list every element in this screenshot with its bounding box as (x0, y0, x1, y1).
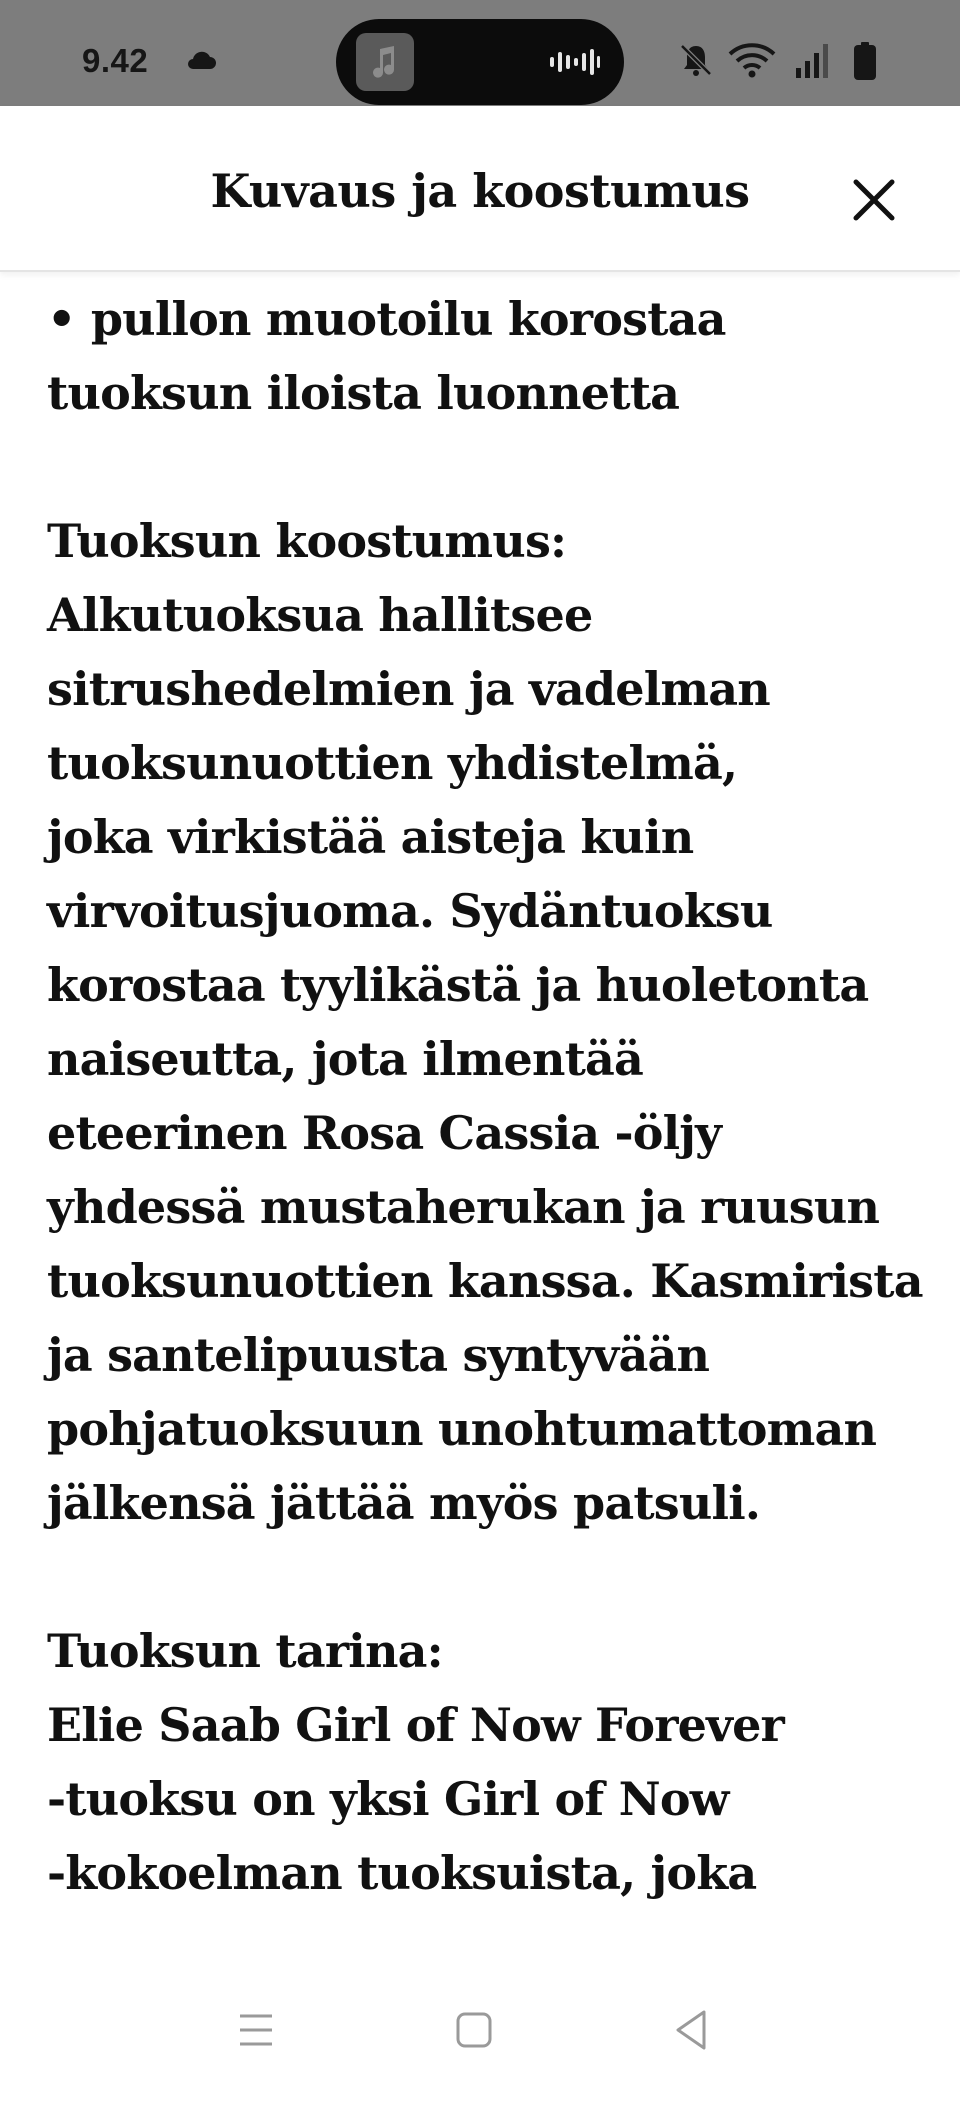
cloud-icon (186, 50, 216, 70)
text-line: joka virkistää aisteja kuin (47, 810, 694, 864)
text-line: ja santelipuusta syntyvään (47, 1328, 710, 1382)
wifi-icon (728, 42, 776, 78)
text-line: korostaa tyylikästä ja huoletonta (47, 958, 869, 1012)
battery-icon (854, 42, 876, 80)
sheet-header (0, 106, 960, 272)
text-line: virvoitusjuoma. Sydäntuoksu (47, 884, 773, 938)
signal-icon (796, 44, 830, 78)
close-icon (846, 172, 902, 228)
text-line: eteerinen Rosa Cassia -öljy (47, 1106, 722, 1160)
text-line: -tuoksu on yksi Girl of Now (47, 1772, 729, 1826)
home-button[interactable] (446, 2002, 502, 2058)
close-button[interactable] (846, 172, 902, 228)
home-square-icon (446, 2002, 502, 2058)
text-line: -kokoelman tuoksuista, joka (47, 1846, 757, 1900)
text-line: Tuoksun koostumus: (47, 514, 567, 568)
back-button[interactable] (664, 2002, 720, 2058)
menu-icon (228, 2002, 284, 2058)
sheet-title: Kuvaus ja koostumus (210, 164, 750, 218)
dynamic-island[interactable] (336, 19, 624, 105)
text-line: sitrushedelmien ja vadelman (47, 662, 770, 716)
scrollable-content[interactable] (0, 274, 960, 1942)
text-line: tuoksunuottien kanssa. Kasmirista (47, 1254, 923, 1308)
paragraph-gap (47, 430, 927, 504)
audio-wave-icon (550, 49, 600, 75)
back-triangle-icon (664, 2002, 720, 2058)
navigation-bar (0, 1980, 960, 2113)
music-note-icon (356, 33, 414, 91)
paragraph-gap (47, 1540, 927, 1614)
text-line: pohjatuoksuun unohtumattoman (47, 1402, 877, 1456)
text-line: tuoksunuottien yhdistelmä, (47, 736, 738, 790)
text-line: Alkutuoksua hallitsee (47, 588, 593, 642)
text-line: Elie Saab Girl of Now Forever (47, 1698, 784, 1752)
status-time: 9.42 (82, 42, 149, 79)
text-line: naiseutta, jota ilmentää (47, 1032, 644, 1086)
text-line: tuoksun iloista luonnetta (47, 366, 680, 420)
text-line: jälkensä jättää myös patsuli. (47, 1476, 761, 1530)
bell-muted-icon (678, 42, 714, 78)
text-line: Tuoksun tarina: (47, 1624, 443, 1678)
text-line: • pullon muotoilu korostaa (47, 292, 726, 346)
text-line: yhdessä mustaherukan ja ruusun (47, 1180, 880, 1234)
recent-apps-button[interactable] (228, 2002, 284, 2058)
description-sheet (0, 106, 960, 2113)
description-text (47, 208, 927, 1910)
